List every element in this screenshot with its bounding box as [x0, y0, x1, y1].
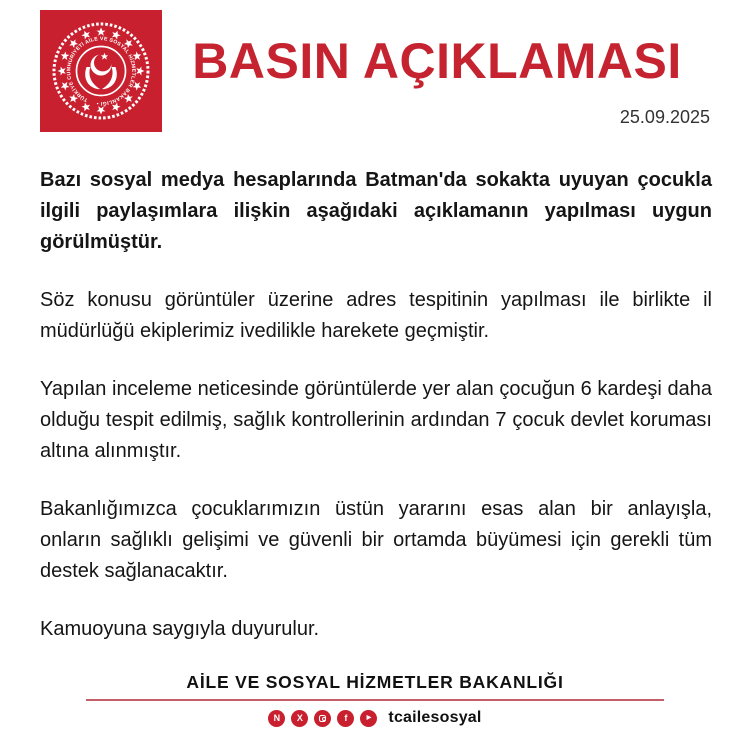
paragraph-closing: Kamuoyuna saygıyla duyurulur.	[40, 618, 320, 640]
footer-divider	[86, 699, 664, 701]
instagram-icon[interactable]	[314, 710, 331, 727]
facebook-icon[interactable]: f	[337, 710, 354, 727]
emblem-ring-text: TÜRKİYE CUMHURİYETİ AİLE VE SOSYAL HİZMETLER BAKANLIĞI •	[66, 36, 137, 107]
press-date: 25.09.2025	[619, 107, 710, 127]
nsosyal-icon[interactable]: N	[268, 710, 285, 727]
paragraph: Yapılan inceleme neticesinde görüntülerde yer alan çocuğun 6 kardeşi daha olduğu tespit edilmiş, sağlık kontrollerinin ardından 7 çocuk devlet koruması altına alınmıştır.	[40, 378, 712, 462]
social-handle[interactable]: tcailesosyal	[388, 709, 482, 726]
youtube-icon[interactable]: ▶	[360, 710, 377, 727]
footer	[0, 672, 750, 750]
header	[0, 0, 750, 132]
ministry-logo	[40, 10, 162, 132]
page-title: BASIN AÇIKLAMASI	[192, 33, 682, 89]
x-icon[interactable]: X	[291, 710, 308, 727]
social-row	[0, 709, 750, 727]
paragraph-intro: Bazı sosyal medya hesaplarında Batman'da sokakta uyuyan çocukla ilgili paylaşımlara ilişkin aşağıdaki açıklamanın yapılması uygun görülmüştür.	[40, 169, 712, 253]
ministry-name: AİLE VE SOSYAL HİZMETLER BAKANLIĞI	[186, 672, 564, 692]
paragraph: Söz konusu görüntüler üzerine adres tespitinin yapılması ile birlikte il müdürlüğü ekiplerimiz ivedilikle harekete geçmiştir.	[40, 289, 712, 342]
ministry-emblem-svg	[40, 10, 162, 132]
instagram-glyph	[319, 715, 326, 722]
header-right	[162, 10, 712, 132]
paragraph: Bakanlığımızca çocuklarımızın üstün yararını esas alan bir anlayışla, onların sağlıklı gelişimi ve güvenli bir ortamda büyümesi için gerekli tüm destek sağlanacaktır.	[40, 498, 712, 582]
press-body	[0, 139, 750, 672]
